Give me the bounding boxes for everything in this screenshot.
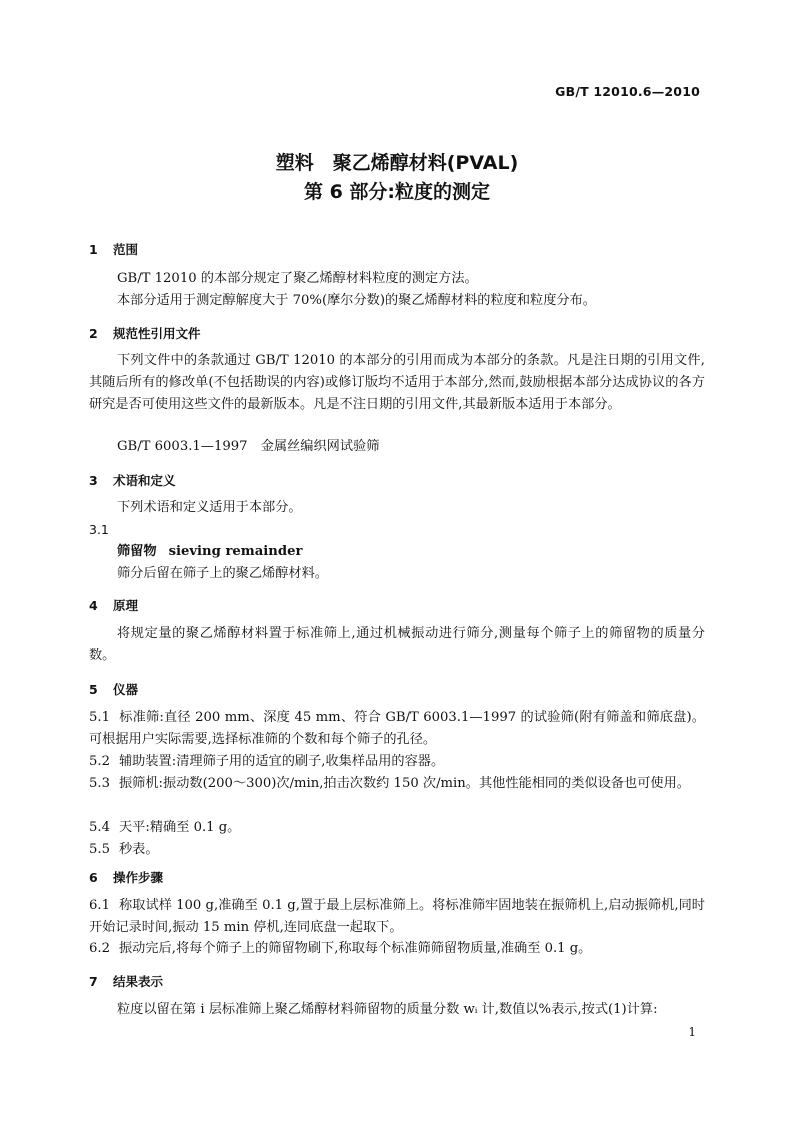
clause-text: 辅助装置:清理筛子用的适宜的刷子,收集样品用的容器。 [119,754,445,769]
section-number: 2 [89,326,98,341]
section-2-heading [89,324,201,342]
clause-5-5 [89,839,705,861]
clause-5-4 [89,817,705,839]
term-definition: 筛分后留在筛子上的聚乙烯醇材料。 [117,566,328,581]
clause-6-2 [89,938,705,960]
section-title: 术语和定义 [113,473,176,488]
section-number: 6 [89,870,98,885]
clause-text: 振动完后,将每个筛子上的筛留物刷下,称取每个标准筛筛留物质量,准确至 0.1 g。 [119,941,592,956]
section-4-heading [89,596,138,614]
clause-number: 6.2 [89,941,110,956]
section-title: 仪器 [113,682,139,697]
document-title-line1: 塑料 聚乙烯醇材料(PVAL) [275,152,519,174]
clause-text: 秒表。 [119,842,159,857]
section-1-paragraph-2: 本部分适用于测定醇解度大于 70%(摩尔分数)的聚乙烯醇材料的粒度和粒度分布。 [117,293,596,308]
clause-5-2 [89,751,705,773]
section-number: 1 [89,242,98,257]
section-2-paragraph-1: 下列文件中的条款通过 GB/T 12010 的本部分的引用而成为本部分的条款。凡是注日期的引用文件,其随后所有的修改单(不包括勘误的内容)或修订版均不适用于本部分,然而,鼓励根据本部分达成协议的各方研究是否可使用这些文件的最新版本。凡是不注日期的引用文件,其最新版本适用于本部分。 [89,353,705,412]
term-english: sieving remainder [168,544,303,559]
clause-5-3 [89,773,705,795]
term-entry [89,541,705,563]
section-1-paragraph-1: GB/T 12010 的本部分规定了聚乙烯醇材料粒度的测定方法。 [117,271,478,286]
document-title-line2: 第 6 部分:粒度的测定 [303,181,491,203]
clause-text: 称取试样 100 g,准确至 0.1 g,置于最上层标准筛上。将标准筛牢固地装在振筛机上,启动振筛机,同时开始记录时间,振动 15 min 停机,连同底盘一起取下。 [89,898,705,935]
subsection-3-1-number: 3.1 [89,522,109,537]
section-title: 操作步骤 [113,870,164,885]
clause-5-1 [89,707,705,751]
clause-6-1 [89,895,705,939]
term-chinese: 筛留物 [117,544,157,559]
clause-number: 5.3 [89,776,110,791]
clause-number: 6.1 [89,898,110,913]
section-1-heading [89,240,138,258]
section-title: 结果表示 [113,974,164,989]
section-number: 4 [89,598,98,613]
clause-number: 5.2 [89,754,110,769]
section-number: 5 [89,682,98,697]
section-4-paragraph-1: 将规定量的聚乙烯醇材料置于标准筛上,通过机械振动进行筛分,测量每个筛子上的筛留物的质量分数。 [89,626,705,663]
section-3-heading [89,471,176,489]
clause-number: 5.4 [89,820,110,835]
normative-reference: GB/T 6003.1—1997 金属丝编织网试验筛 [117,439,380,454]
section-title: 范围 [113,242,139,257]
standard-number: GB/T 12010.6—2010 [555,84,700,99]
clause-text: 振筛机:振动数(200～300)次/min,拍击次数约 150 次/min。其他性能相同的类似设备也可使用。 [119,776,690,791]
section-number: 7 [89,974,98,989]
section-title: 原理 [113,598,139,613]
clause-number: 5.5 [89,842,110,857]
clause-text: 天平:精确至 0.1 g。 [119,820,241,835]
section-3-paragraph-1: 下列术语和定义适用于本部分。 [117,500,302,515]
section-number: 3 [89,473,98,488]
section-7-paragraph-1: 粒度以留在第 i 层标准筛上聚乙烯醇材料筛留物的质量分数 wᵢ 计,数值以%表示,按式(1)计算: [117,1002,658,1017]
clause-number: 5.1 [89,710,110,725]
section-7-heading [89,972,163,990]
section-title: 规范性引用文件 [113,326,201,341]
section-5-heading [89,680,138,698]
page-number: 1 [688,1025,696,1039]
section-6-heading [89,868,163,886]
clause-text: 标准筛:直径 200 mm、深度 45 mm、符合 GB/T 6003.1—1997 的试验筛(附有筛盖和筛底盘)。可根据用户实际需要,选择标准筛的个数和每个筛子的孔径。 [89,710,705,747]
